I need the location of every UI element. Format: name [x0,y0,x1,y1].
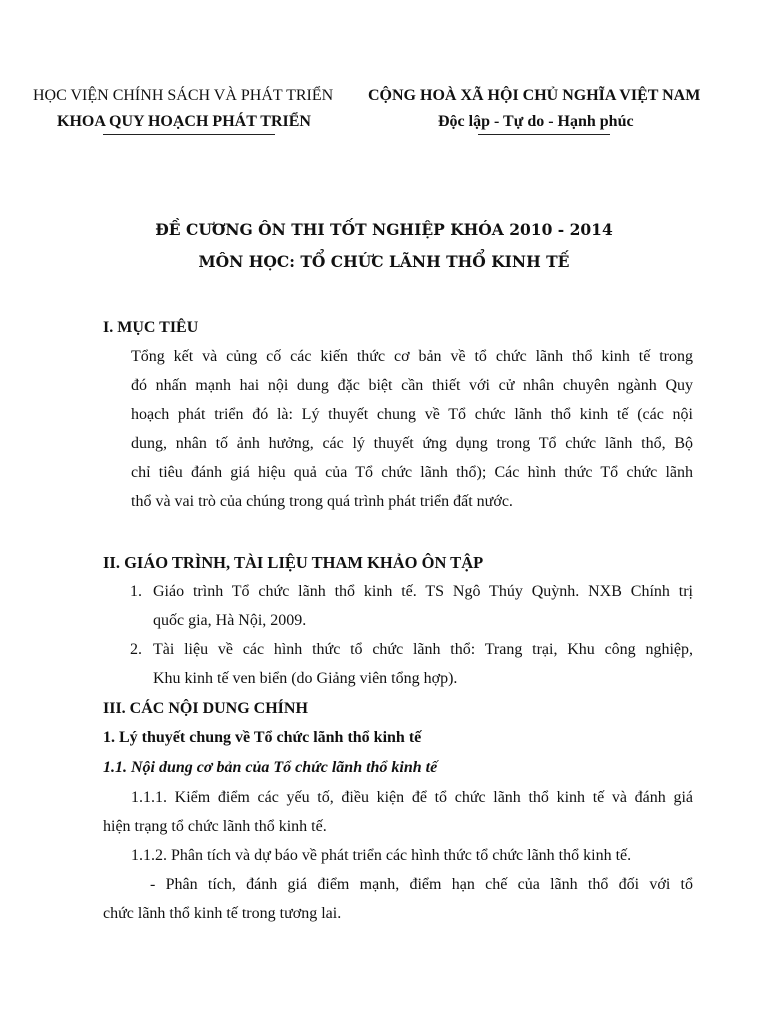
list-number: 2. [130,641,142,658]
faculty-underline [103,134,275,135]
subheading-basic-content: 1.1. Nội dung cơ bản của Tổ chức lãnh thổ kinh tế [103,759,438,776]
paragraph-line: hiện trạng tổ chức lãnh thổ kinh tế. [103,818,327,835]
national-motto: Độc lập - Tự do - Hạnh phúc [438,113,634,130]
paragraph-line: đó nhấn mạnh hai nội dung đặc biệt cần thiết với cử nhân chuyên ngành Quy [131,377,693,394]
document-title: ĐỀ CƯƠNG ÔN THI TỐT NGHIỆP KHÓA 2010 - 2014 [155,220,613,239]
faculty-name: KHOA QUY HOẠCH PHÁT TRIỂN [57,113,311,130]
list-item-line: Giáo trình Tổ chức lãnh thổ kinh tế. TS Ngô Thúy Quỳnh. NXB Chính trị [153,583,693,600]
list-item-line: Tài liệu về các hình thức tổ chức lãnh thổ: Trang trại, Khu công nghiệp, [153,641,693,658]
bullet-line: - Phân tích, đánh giá điểm mạnh, điểm hạn chế của lãnh thổ đối với tổ [150,876,693,893]
section-heading-references: II. GIÁO TRÌNH, TÀI LIỆU THAM KHẢO ÔN TẬP [103,553,484,572]
paragraph-line: chức lãnh thổ kinh tế trong tương lai. [103,905,342,922]
paragraph-line: chỉ tiêu đánh giá hiệu quả của Tổ chức lãnh thổ); Các hình thức Tổ chức lãnh [131,464,693,481]
section-heading-objectives: I. MỤC TIÊU [103,319,199,336]
paragraph-line: dung, nhân tố ảnh hưởng, các lý thuyết ứng dụng trong Tổ chức lãnh thổ, Bộ [131,435,693,452]
national-title: CỘNG HOÀ XÃ HỘI CHỦ NGHĨA VIỆT NAM [368,87,701,104]
paragraph-line: 1.1.2. Phân tích và dự báo về phát triển các hình thức tổ chức lãnh thổ kinh tế. [131,847,632,864]
list-item-line: Khu kinh tế ven biển (do Giảng viên tổng hợp). [153,670,458,687]
paragraph-line: hoạch phát triển đó là: Lý thuyết chung về Tổ chức lãnh thổ kinh tế (các nội [131,406,693,423]
list-number: 1. [130,583,142,600]
paragraph-line: Tổng kết và củng cố các kiến thức cơ bản về tổ chức lãnh thổ kinh tế trong [131,348,693,365]
paragraph-line: thổ và vai trò của chúng trong quá trình phát triển đất nước. [131,493,513,510]
section-heading-main-content: III. CÁC NỘI DUNG CHÍNH [103,700,308,717]
institution-name: HỌC VIỆN CHÍNH SÁCH VÀ PHÁT TRIỂN [33,87,334,104]
list-item-line: quốc gia, Hà Nội, 2009. [153,612,307,629]
subheading-theory: 1. Lý thuyết chung về Tổ chức lãnh thổ kinh tế [103,729,422,746]
motto-underline [478,134,610,135]
subject-title: MÔN HỌC: TỔ CHỨC LÃNH THỔ KINH TẾ [198,252,570,271]
paragraph-line: 1.1.1. Kiểm điểm các yếu tố, điều kiện để tổ chức lãnh thổ kinh tế và đánh giá [131,789,693,806]
